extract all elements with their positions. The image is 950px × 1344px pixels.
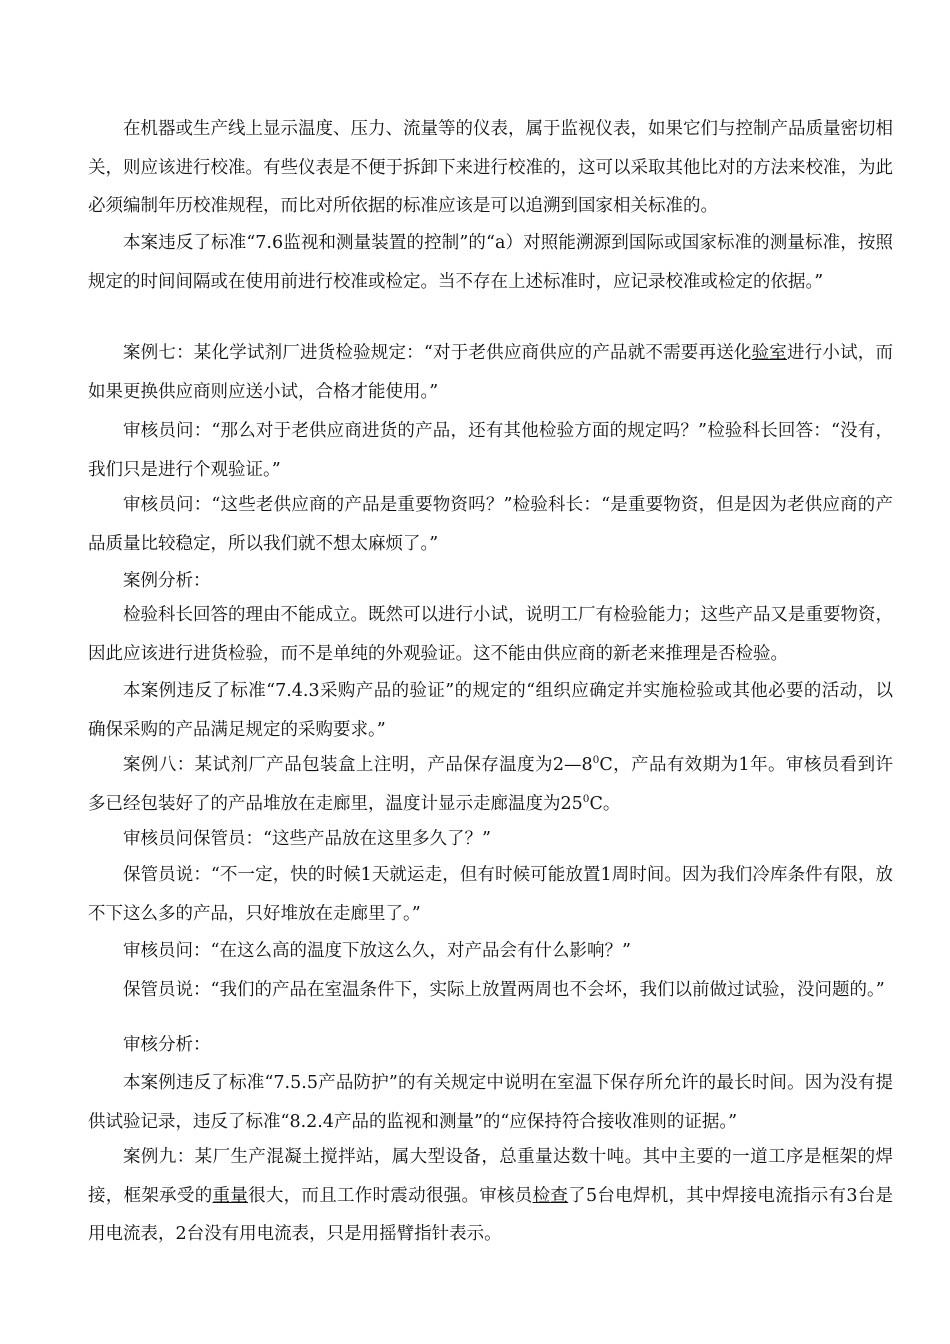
paragraph-audit-analysis: 本案例违反了标准“7.5.5产品防护”的有关规定中说明在室温下保存所允许的最长时间。因为没有提供试验记录，违反了标准“8.2.4产品的监视和测量”的“应保持符合接收准则的证据。” [88,1073,893,1132]
paragraph-auditor-question-3: 审核员问保管员：“这些产品放在这里多久了？” [123,829,491,849]
underlined-term: 验室 [751,343,788,363]
paragraph-auditor-question-2: 审核员问：“这些老供应商的产品是重要物资吗？”检验科长：“是重要物资，但是因为老供应商的产品质量比较稳定，所以我们就不想太麻烦了。” [88,495,893,554]
paragraph-case-9: 案例九：某厂生产混凝土搅拌站，属大型设备，总重量达数十吨。其中主要的一道工序是框架的焊接，框架承受的重量很大，而且工作时震动很强。审核员检查了5台电焊机，其中焊接电流指示有3台是用电流表，2台没有用电流表，只是用摇臂指针表示。 [88,1147,894,1244]
heading-case-analysis: 案例分析： [123,571,211,591]
heading-audit-analysis: 审核分析： [123,1035,211,1055]
underlined-term: 检查 [532,1185,569,1206]
paragraph-auditor-question-4: 审核员问：“在这么高的温度下放这么久，对产品会有什么影响？” [123,941,631,961]
paragraph-case-7: 案例七：某化学试剂厂进货检验规定：“对于老供应商供应的产品就不需要再送化验室进行小试，而如果更换供应商则应送小试，合格才能使用。” [88,343,894,402]
paragraph-1: 在机器或生产线上显示温度、压力、流量等的仪表，属于监视仪表，如果它们与控制产品质量密切相关，则应该进行校准。有些仪表是不便于拆卸下来进行校准的，这可以采取其他比对的方法来校准，为此必须编制年历校准规程，而比对所依据的标准应该是可以追溯到国家相关标准的。 [88,119,893,216]
underlined-term: 重量 [212,1185,249,1206]
paragraph-keeper-answer-1: 保管员说：“不一定，快的时候1天就运走，但有时候可能放置1周时间。因为我们冷库条件有限，放不下这么多的产品，只好堆放在走廊里了。” [88,865,893,924]
paragraph-auditor-question-1: 审核员问：“那么对于老供应商进货的产品，还有其他检验方面的规定吗？”检验科长回答：“没有，我们只是进行个观验证。” [88,421,893,480]
paragraph-2: 本案违反了标准“7.6监视和测量装置的控制”的“a）对照能溯源到国际或国家标准的测量标准，按照规定的时间间隔或在使用前进行校准或检定。当不存在上述标准时，应记录校准或检定的依据。” [88,233,893,292]
paragraph-case-8: 案例八：某试剂厂产品包装盒上注明，产品保存温度为$2—8^0C$，产品有效期为1年。审核员看到许多已经包装好了的产品堆放在走廊里，温度计显示走廊温度为$25^0C$。 [88,754,893,814]
paragraph-keeper-answer-2: 保管员说：“我们的产品在室温条件下，实际上放置两周也不会坏，我们以前做过试验，没问题的。” [123,980,885,1000]
paragraph-analysis-2: 本案例违反了标准“7.4.3采购产品的验证”的规定的“组织应确定并实施检验或其他必要的活动，以确保采购的产品满足规定的采购要求。” [88,681,893,740]
paragraph-analysis-1: 检验科长回答的理由不能成立。既然可以进行小试，说明工厂有检验能力；这些产品又是重要物资，因此应该进行进货检验，而不是单纯的外观验证。这不能由供应商的新老来推理是否检验。 [88,605,893,664]
